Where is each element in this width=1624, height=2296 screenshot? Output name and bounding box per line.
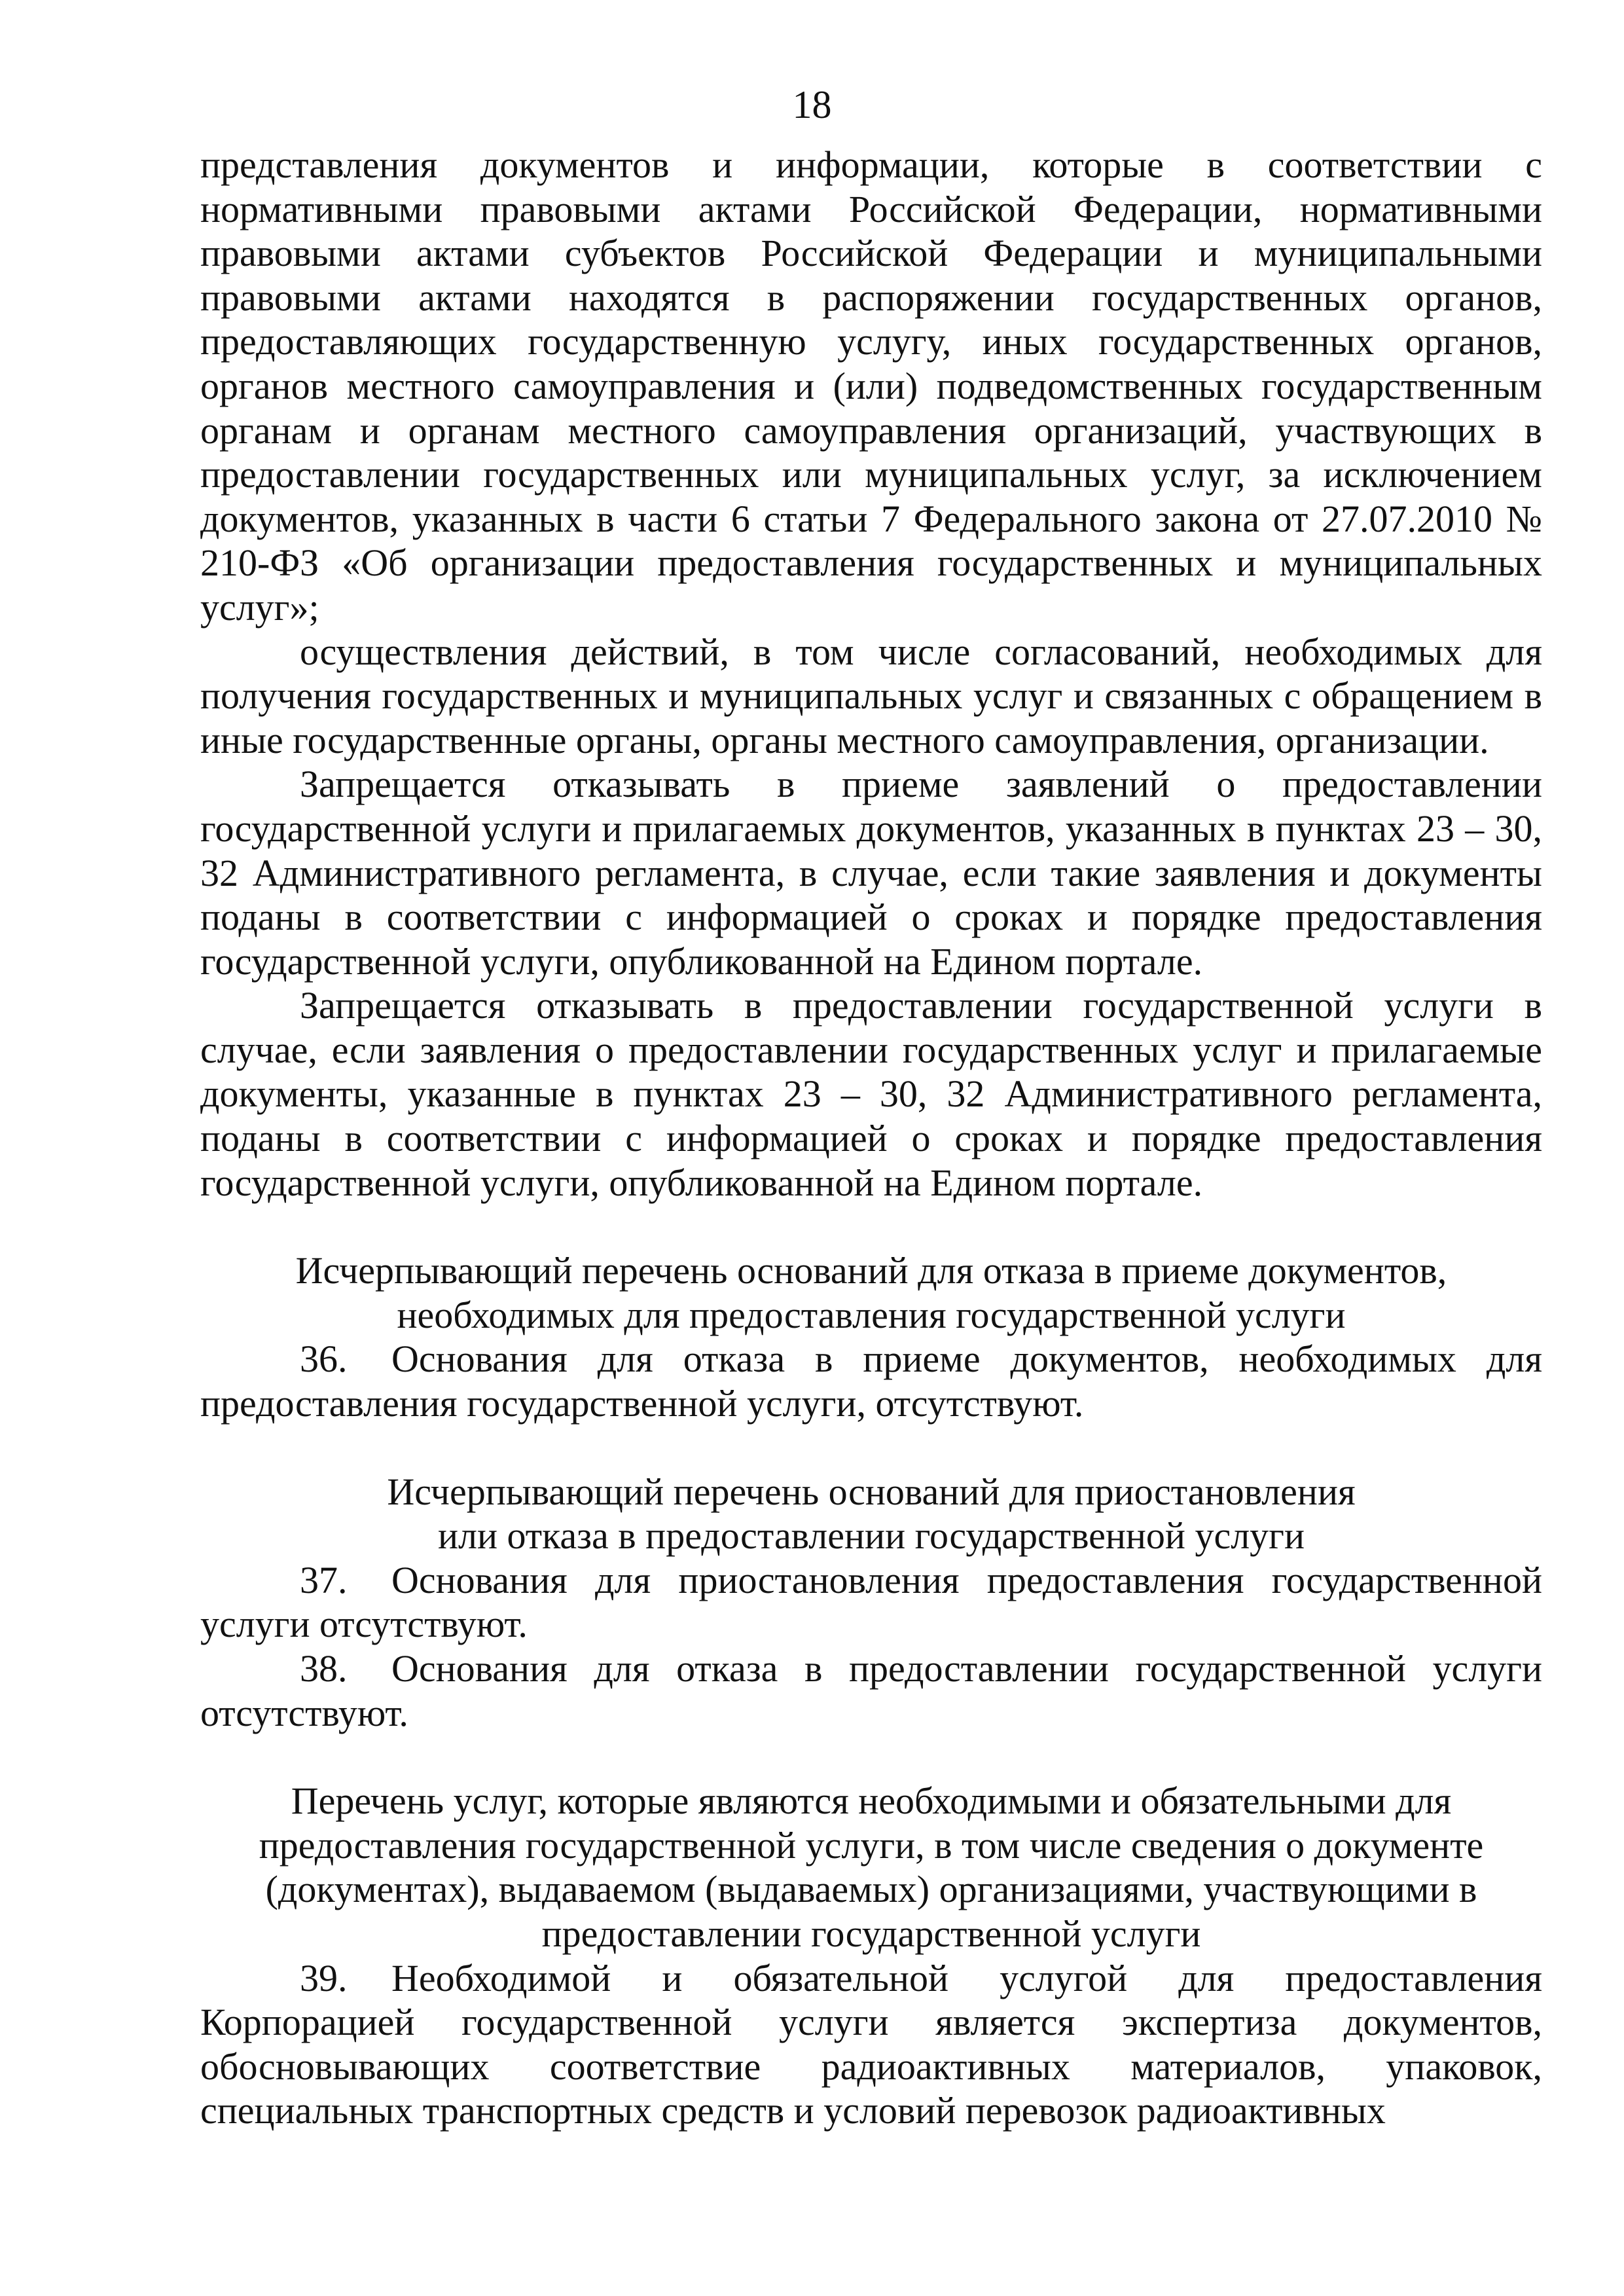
numbered-item-37 bbox=[200, 1558, 1542, 1647]
heading-line: Исчерпывающий перечень оснований для отказа в приеме документов, bbox=[295, 1249, 1447, 1292]
item-text: Основания для отказа в приеме документов, необходимых для предоставления государственной услуги, отсутствуют. bbox=[200, 1338, 1542, 1425]
item-number: 36. bbox=[300, 1338, 348, 1381]
numbered-item-38 bbox=[200, 1647, 1542, 1735]
section-heading-suspension bbox=[200, 1470, 1542, 1558]
heading-line: предоставления государственной услуги, в том числе сведения о документе bbox=[259, 1823, 1484, 1867]
spacer bbox=[200, 1205, 1542, 1248]
heading-line: Перечень услуг, которые являются необходимыми и обязательными для bbox=[291, 1779, 1452, 1823]
document-body bbox=[200, 143, 1542, 2133]
numbered-item-36 bbox=[200, 1337, 1542, 1425]
heading-line: необходимых для предоставления государственной услуги bbox=[397, 1293, 1346, 1336]
spacer bbox=[200, 1426, 1542, 1470]
page-number: 18 bbox=[792, 83, 832, 126]
heading-line: предоставлении государственной услуги bbox=[541, 1912, 1201, 1955]
numbered-item-39 bbox=[200, 1956, 1542, 2133]
heading-line: или отказа в предоставлении государственной услуги bbox=[437, 1514, 1305, 1558]
spacer bbox=[200, 1735, 1542, 1779]
paragraph-actions: осуществления действий, в том числе согласований, необходимых для получения государственных и муниципальных услуг и связанных с обращением в иные государственные органы, органы местного самоуправления, организации. bbox=[200, 630, 1542, 761]
item-text: Основания для отказа в предоставлении государственной услуги отсутствуют. bbox=[200, 1647, 1542, 1734]
item-number: 38. bbox=[300, 1647, 348, 1690]
section-heading-refusal-acceptance bbox=[200, 1248, 1542, 1337]
item-number: 37. bbox=[300, 1558, 348, 1601]
paragraph-prohibition-provision: Запрещается отказывать в предоставлении государственной услуги в случае, если заявления о предоставлении государственных услуг и прилагаемые документы, указанные в пунктах 23 – 30, 32 Административного регламента, поданы в соответствии с информацией о сроках и порядке предоставления государственной услуги, опубликованной на Едином портале. bbox=[200, 984, 1542, 1204]
paragraph-prohibition-acceptance: Запрещается отказывать в приеме заявлений о предоставлении государственной услуги и прилагаемых документов, указанных в пунктах 23 – 30, 32 Административного регламента, в случае, если такие заявления и документы поданы в соответствии с информацией о сроках и порядке предоставления государственной услуги, опубликованной на Едином портале. bbox=[200, 763, 1542, 983]
section-heading-required-services bbox=[200, 1779, 1542, 1956]
heading-line: (документах), выдаваемом (выдаваемых) организациями, участвующими в bbox=[265, 1868, 1477, 1911]
item-number: 39. bbox=[300, 1956, 348, 1999]
item-text: Основания для приостановления предоставления государственной услуги отсутствуют. bbox=[200, 1558, 1542, 1646]
item-text: Необходимой и обязательной услугой для предоставления Корпорацией государственной услуги является экспертиза документов, обосновывающих соответствие радиоактивных материалов, упаковок, специальных транспортных средств и условий перевозок радиоактивных bbox=[200, 1956, 1542, 2132]
paragraph-continuation: представления документов и информации, которые в соответствии с нормативными правовыми актами Российской Федерации, нормативными правовыми актами субъектов Российской Федерации и муниципальными правовыми актами находятся в распоряжении государственных органов, предоставляющих государственную услугу, иных государственных органов, органов местного самоуправления и (или) подведомственных государственным органам и органам местного самоуправления организаций, участвующих в предоставлении государственных или муниципальных услуг, за исключением документов, указанных в части 6 статьи 7 Федерального закона от 27.07.2010 № 210-ФЗ «Об организации предоставления государственных и муниципальных услуг»; bbox=[200, 143, 1542, 629]
heading-line: Исчерпывающий перечень оснований для приостановления bbox=[387, 1470, 1356, 1513]
